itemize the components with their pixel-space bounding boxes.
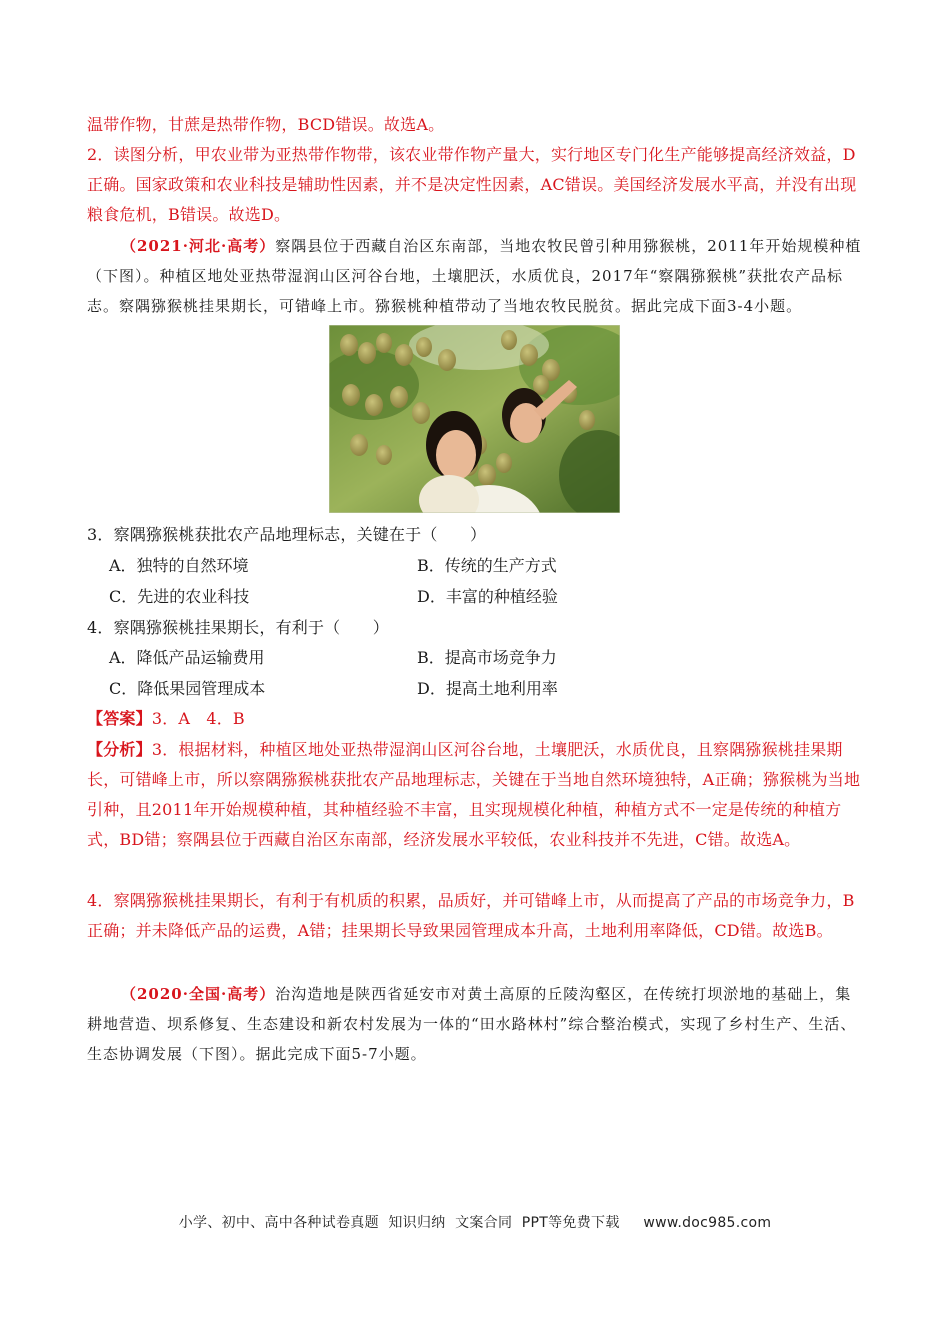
material-2020-text: 治沟造地是陕西省延安市对黄土高原的丘陵沟壑区，在传统打坝淤地的基础上，集耕地营造、坝系修复、生态建设和新农村发展为一体的“田水路林村”综合整治模式，实现了乡村生产、生活、生态协调发展（下图）。据此完成下面5-7小题。 (87, 985, 857, 1063)
q3-option-a: A．独特的自然环境 (109, 556, 249, 575)
analysis-q3-text: 3．根据材料，种植区地处亚热带湿润山区河谷台地，土壤肥沃，水质优良，且察隅猕猴桃挂果期长，可错峰上市，所以察隅猕猴桃获批农产品地理标志，关键在于当地自然环境独特，A正确；猕猴桃为当地引种，且2011年开始规模种植，其种植经验不丰富，且实现规模化种植，种植方式不一定是传统的种植方式，BD错；察隅县位于西藏自治区东南部，经济发展水平较低，农业科技并不先进，C错。故选A。 (87, 740, 861, 849)
source-tag-2020: （2020·全国·高考） (121, 985, 276, 1003)
analysis-tag: 【分析】 (87, 740, 152, 759)
analysis-q3 (87, 735, 867, 855)
answer-text: 3．A 4．B (151, 709, 245, 728)
material-2021 (87, 231, 867, 321)
q3-option-b: B．传统的生产方式 (417, 556, 557, 575)
q3-option-d: D．丰富的种植经验 (417, 587, 558, 606)
q4-option-b: B．提高市场竞争力 (417, 648, 557, 667)
analysis-q4: 4．察隅猕猴桃挂果期长，有利于有机质的积累，品质好，并可错峰上市，从而提高了产品的市场竞争力，B正确；并未降低产品的运费，A错；挂果期长导致果园管理成本升高，土地利用率降低，CD错。故选B。 (87, 891, 855, 940)
prev-analysis-q2: 2．读图分析，甲农业带为亚热带作物带，该农业带作物产量大，实行地区专门化生产能够提高经济效益，D正确。国家政策和农业科技是辅助性因素，并不是决定性因素，AC错误。美国经济发展水平高，并没有出现粮食危机，B错误。故选D。 (87, 145, 857, 224)
material-2021-text: 察隅县位于西藏自治区东南部，当地农牧民曾引种用猕猴桃，2011年开始规模种植（下图）。种植区地处亚热带湿润山区河谷台地，土壤肥沃，水质优良，2017年“察隅猕猴桃”获批农产品标志。察隅猕猴桃挂果期长，可错峰上市。猕猴桃种植带动了当地农牧民脱贫。据此完成下面3-4小题。 (87, 237, 862, 315)
q3-option-c: C．先进的农业科技 (109, 587, 250, 606)
q3-stem: 3．察隅猕猴桃获批农产品地理标志，关键在于（ ） (87, 525, 487, 544)
q4-option-d: D．提高土地利用率 (417, 679, 558, 698)
answer-tag: 【答案】 (87, 709, 152, 728)
prev-analysis-tail: 温带作物，甘蔗是热带作物，BCD错误。故选A。 (87, 115, 445, 134)
answer-line (87, 704, 867, 734)
source-tag-2021: （2021·河北·高考） (121, 237, 276, 255)
kiwifruit-orchard-photo (329, 325, 620, 513)
page-footer: 小学、初中、高中各种试卷真题 知识归纳 文案合同 PPT等免费下载 www.doc985.com (178, 1215, 772, 1231)
q4-stem: 4．察隅猕猴桃挂果期长，有利于（ ） (87, 618, 389, 637)
material-2020 (87, 979, 867, 1069)
q4-option-a: A．降低产品运输费用 (109, 648, 265, 667)
q4-option-c: C．降低果园管理成本 (109, 679, 266, 698)
